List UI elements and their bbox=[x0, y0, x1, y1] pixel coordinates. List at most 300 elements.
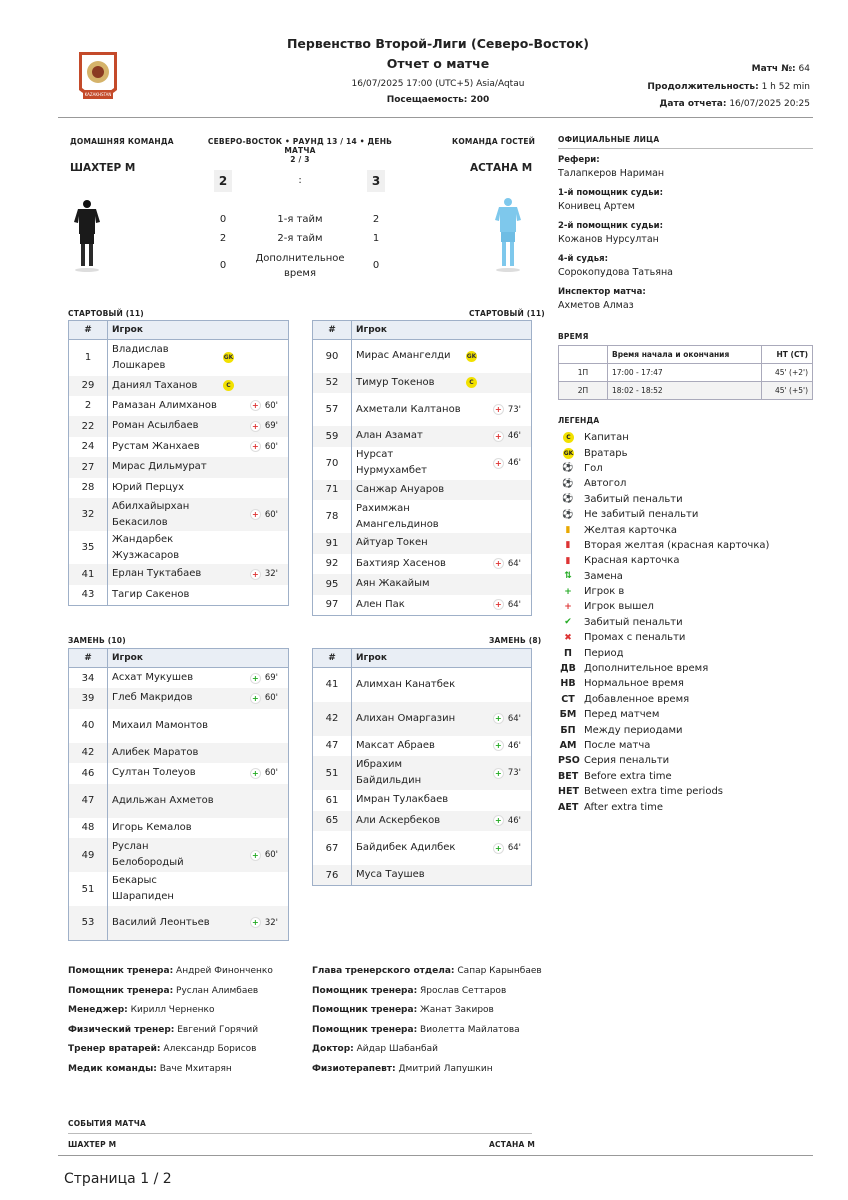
legend-item bbox=[558, 445, 813, 460]
player-number: 22 bbox=[69, 416, 108, 437]
player-name: Имран Тулакбаев bbox=[356, 794, 449, 806]
officials-divider bbox=[558, 148, 813, 149]
sub-in-event bbox=[493, 840, 521, 856]
away-subs-table bbox=[312, 648, 532, 886]
player-row bbox=[313, 756, 532, 790]
official-role: Инспектор матча: bbox=[558, 287, 646, 297]
legend-label: Вторая желтая (красная карточка) bbox=[584, 539, 770, 551]
player-row bbox=[69, 376, 289, 396]
events-divider bbox=[68, 1133, 532, 1134]
player-name: Рамазан Алимханов bbox=[112, 399, 217, 411]
player-in-icon: + bbox=[493, 740, 504, 751]
player-row bbox=[69, 498, 289, 531]
legend-icon: ▮ bbox=[565, 555, 571, 566]
player-number: 39 bbox=[69, 688, 108, 709]
legend-item bbox=[558, 492, 813, 507]
player-number: 29 bbox=[69, 376, 108, 396]
player-row bbox=[69, 340, 289, 376]
report-subtitle: Отчет о матче bbox=[386, 56, 490, 71]
event-minute: 46' bbox=[507, 431, 521, 442]
player-out-icon: + bbox=[250, 509, 261, 520]
player-number: 90 bbox=[313, 340, 352, 373]
player-out-icon: + bbox=[250, 441, 261, 452]
player-row bbox=[313, 790, 532, 811]
col-player-header: Игрок bbox=[108, 321, 289, 340]
player-cell bbox=[356, 711, 527, 727]
sub-in-event bbox=[250, 847, 278, 863]
away-subs-label: ЗАМЕНЬ (8) bbox=[489, 636, 542, 645]
staff-item bbox=[68, 1025, 273, 1045]
player-row bbox=[313, 500, 532, 533]
event-minute: 32' bbox=[264, 917, 278, 928]
legend-item bbox=[558, 753, 813, 768]
player-number: 43 bbox=[69, 585, 108, 606]
legend-icon: BET bbox=[558, 770, 579, 782]
player-name: Ибрахим Байдильдин bbox=[356, 759, 422, 786]
player-number: 1 bbox=[69, 340, 108, 376]
player-number: 28 bbox=[69, 478, 108, 499]
p2-label: 2-я тайм bbox=[277, 233, 323, 244]
legend-label: Капитан bbox=[584, 432, 629, 444]
player-name: Рахимжан Амангельдинов bbox=[356, 502, 439, 530]
event-minute: 60' bbox=[264, 509, 278, 520]
event-minute: 73' bbox=[507, 404, 521, 415]
player-row bbox=[313, 574, 532, 595]
legend-icon: ДВ bbox=[560, 663, 576, 675]
player-name: Максат Абраев bbox=[356, 739, 435, 751]
player-cell bbox=[356, 677, 527, 693]
legend-icon: БП bbox=[560, 724, 576, 736]
player-row bbox=[69, 818, 289, 839]
official-role: 2-й помощник судьи: bbox=[558, 221, 663, 231]
event-minute: 60' bbox=[264, 400, 278, 411]
player-row bbox=[313, 831, 532, 865]
player-name: Ахметали Калтанов bbox=[356, 403, 461, 415]
player-cell bbox=[112, 670, 284, 686]
player-name: Роман Асылбаев bbox=[112, 420, 199, 432]
player-number: 42 bbox=[69, 743, 108, 764]
player-name: Михаил Мамонтов bbox=[112, 719, 209, 731]
events-away-team: АСТАНА М bbox=[489, 1140, 535, 1149]
event-minute: 69' bbox=[264, 421, 278, 432]
p2-home: 2 bbox=[219, 233, 227, 244]
player-cell bbox=[112, 499, 284, 531]
player-row bbox=[313, 373, 532, 394]
legend-item bbox=[558, 584, 813, 599]
player-row bbox=[313, 595, 532, 616]
legend-item bbox=[558, 522, 813, 537]
et-label: Дополнительное время bbox=[255, 253, 345, 279]
event-minute: 73' bbox=[507, 768, 521, 778]
player-row bbox=[69, 531, 289, 564]
legend-icon: ✖ bbox=[564, 632, 572, 643]
sub-in-event bbox=[250, 915, 278, 931]
legend-item bbox=[558, 430, 813, 445]
player-row bbox=[69, 457, 289, 478]
player-cell bbox=[112, 418, 284, 434]
player-name: Даниял Таханов bbox=[112, 379, 198, 391]
legend-label: Вратарь bbox=[584, 447, 628, 459]
legend-label: Добавленное время bbox=[584, 693, 690, 705]
captain-icon: C bbox=[223, 380, 234, 391]
player-out-icon: + bbox=[493, 458, 504, 469]
player-name: Владислав Лошкарев bbox=[112, 343, 169, 371]
logo-text: KAZAKHSTAN bbox=[84, 92, 112, 97]
player-number: 41 bbox=[313, 668, 352, 702]
event-minute: 46' bbox=[507, 458, 521, 468]
event-minute: 46' bbox=[507, 740, 521, 751]
staff-role: Менеджер: bbox=[68, 1005, 128, 1016]
player-cell bbox=[112, 718, 284, 734]
player-name: Алимхан Канатбек bbox=[356, 678, 456, 690]
staff-role: Помощник тренера: bbox=[68, 985, 174, 996]
sub-in-event bbox=[493, 765, 521, 781]
legend-label: Автогол bbox=[584, 478, 627, 490]
player-cell bbox=[112, 915, 284, 931]
staff-role: Помощник тренера: bbox=[312, 1005, 418, 1016]
legend-label: Игрок вышел bbox=[584, 601, 654, 613]
official-item bbox=[558, 221, 813, 245]
official-role: 1-й помощник судьи: bbox=[558, 188, 663, 198]
staff-name: Александр Борисов bbox=[163, 1044, 257, 1055]
player-cell bbox=[112, 566, 284, 582]
officials-list bbox=[558, 155, 813, 320]
away-kit-icon bbox=[493, 196, 523, 266]
legend-label: Нормальное время bbox=[584, 678, 684, 690]
staff-name: Руслан Алимбаев bbox=[176, 985, 259, 996]
home-team-name: ШАХТЕР М bbox=[70, 162, 136, 174]
legend-icon: П bbox=[564, 647, 572, 659]
player-number: 91 bbox=[313, 533, 352, 554]
col-number-header: # bbox=[69, 649, 108, 668]
staff-item bbox=[312, 1005, 542, 1025]
p1-home: 0 bbox=[219, 214, 227, 225]
staff-name: Ярослав Сеттаров bbox=[420, 985, 507, 996]
et-home: 0 bbox=[219, 260, 227, 271]
home-score: 2 bbox=[214, 170, 232, 192]
page-number: Страница 1 / 2 bbox=[64, 1171, 172, 1187]
event-minute: 64' bbox=[507, 599, 521, 610]
player-in-icon: + bbox=[250, 917, 261, 928]
player-cell bbox=[356, 348, 527, 364]
match-number: Матч №: 64 bbox=[751, 64, 810, 74]
player-row bbox=[313, 447, 532, 480]
player-row bbox=[313, 865, 532, 886]
legend-icon: НВ bbox=[560, 678, 576, 690]
event-minute: 32' bbox=[264, 569, 278, 580]
player-name: Тимур Токенов bbox=[356, 376, 435, 388]
sub-in-event bbox=[250, 670, 278, 686]
legend-item bbox=[558, 507, 813, 522]
player-cell bbox=[112, 378, 284, 394]
staff-name: Евгений Горячий bbox=[177, 1024, 259, 1035]
legend-label: Перед матчем bbox=[584, 709, 660, 721]
legend-label: Период bbox=[584, 647, 624, 659]
sub-in-event bbox=[250, 765, 278, 781]
player-row bbox=[313, 426, 532, 447]
away-score: 3 bbox=[367, 170, 385, 192]
legend-icon: АМ bbox=[559, 740, 577, 751]
staff-role: Медик команды: bbox=[68, 1063, 157, 1074]
player-name: Нурсат Нурмухамбет bbox=[356, 449, 427, 476]
event-minute: 60' bbox=[264, 850, 278, 860]
legend-icon: + bbox=[564, 601, 572, 612]
player-row bbox=[69, 585, 289, 606]
player-name: Василий Леонтьев bbox=[112, 916, 210, 928]
player-cell bbox=[356, 402, 527, 418]
attendance: Посещаемость: 200 bbox=[386, 95, 490, 105]
legend-label: Before extra time bbox=[584, 770, 672, 782]
player-number: 97 bbox=[313, 595, 352, 616]
player-name: Алихан Омаргазин bbox=[356, 712, 456, 724]
player-number: 49 bbox=[69, 838, 108, 872]
legend-icon: AET bbox=[558, 801, 579, 813]
staff-item bbox=[312, 1044, 542, 1064]
legend-label: Дополнительное время bbox=[584, 663, 709, 675]
legend-icon: GK bbox=[563, 449, 574, 457]
away-starting-label: СТАРТОВЫЙ (11) bbox=[469, 309, 545, 318]
player-row bbox=[69, 838, 289, 872]
player-row bbox=[69, 416, 289, 437]
league-logo bbox=[75, 50, 121, 106]
legend-icon: PSO bbox=[558, 755, 580, 767]
time-title: ВРЕМЯ bbox=[558, 332, 589, 341]
legend-item bbox=[558, 722, 813, 737]
player-name: Алибек Маратов bbox=[112, 746, 199, 758]
staff-item bbox=[312, 966, 542, 986]
player-cell bbox=[112, 765, 284, 781]
player-number: 70 bbox=[313, 447, 352, 480]
legend-item bbox=[558, 538, 813, 553]
events-home-team: ШАХТЕР М bbox=[68, 1140, 117, 1149]
player-cell bbox=[112, 793, 284, 809]
event-minute: 60' bbox=[264, 693, 278, 704]
player-cell bbox=[356, 813, 527, 829]
legend-icon: ⚽ bbox=[562, 509, 574, 520]
player-name: Мирас Амангелди bbox=[356, 350, 451, 362]
legend-label: Промах с пенальти bbox=[584, 632, 686, 644]
player-cell bbox=[356, 738, 527, 754]
staff-role: Физический тренер: bbox=[68, 1024, 175, 1035]
goalkeeper-icon: GK bbox=[223, 354, 234, 362]
player-row bbox=[313, 340, 532, 373]
player-name: Ерлан Туктабаев bbox=[112, 568, 202, 580]
legend-item bbox=[558, 645, 813, 660]
legend-icon: C bbox=[563, 432, 574, 443]
player-cell bbox=[356, 576, 527, 592]
header-divider bbox=[58, 117, 813, 118]
round-info: СЕВЕРО-ВОСТОК • РАУНД 13 / 14 • ДЕНЬ МАТЧА 2 / 3 bbox=[207, 137, 393, 164]
player-in-icon: + bbox=[493, 843, 504, 854]
player-number: 48 bbox=[69, 818, 108, 839]
player-cell bbox=[112, 690, 284, 706]
staff-name: Ваче Мхитарян bbox=[159, 1063, 232, 1074]
player-number: 47 bbox=[69, 784, 108, 818]
col-number-header: # bbox=[313, 649, 352, 668]
report-title: Первенство Второй-Лиги (Северо-Восток) bbox=[286, 36, 590, 51]
legend-item bbox=[558, 692, 813, 707]
player-name: Айтуар Токен bbox=[356, 537, 428, 549]
player-row bbox=[69, 743, 289, 764]
report-date: Дата отчета: 16/07/2025 20:25 bbox=[659, 99, 810, 109]
sub-out-event bbox=[250, 418, 278, 434]
event-minute: 60' bbox=[264, 441, 278, 452]
player-number: 32 bbox=[69, 498, 108, 531]
sub-out-event bbox=[493, 597, 521, 613]
legend-item bbox=[558, 599, 813, 614]
match-duration: Продолжительность: 1 h 52 min bbox=[647, 82, 810, 92]
legend-icon: БМ bbox=[559, 709, 577, 721]
player-row bbox=[69, 478, 289, 499]
player-in-icon: + bbox=[250, 673, 261, 684]
player-number: 27 bbox=[69, 457, 108, 478]
player-name: Адильжан Ахметов bbox=[112, 794, 214, 806]
player-number: 35 bbox=[69, 531, 108, 564]
legend-icon: ⇅ bbox=[564, 571, 572, 582]
legend-item bbox=[558, 784, 813, 799]
legend-label: Не забитый пенальти bbox=[584, 509, 699, 521]
sub-out-event bbox=[493, 402, 521, 418]
official-role: 4-й судья: bbox=[558, 254, 609, 264]
event-minute: 60' bbox=[264, 768, 278, 779]
player-number: 47 bbox=[313, 736, 352, 757]
away-team-name: АСТАНА М bbox=[470, 162, 533, 174]
player-name: Тагир Сакенов bbox=[112, 588, 190, 600]
player-name: Рустам Жанхаев bbox=[112, 440, 200, 452]
player-name: Ален Пак bbox=[356, 598, 405, 610]
staff-item bbox=[68, 1064, 273, 1084]
legend-icon: ⚽ bbox=[562, 478, 574, 489]
player-number: 2 bbox=[69, 396, 108, 417]
sub-in-event bbox=[493, 813, 521, 829]
player-name: Юрий Перцух bbox=[112, 481, 184, 493]
player-row bbox=[313, 533, 532, 554]
sub-in-event bbox=[250, 690, 278, 706]
col-player-header: Игрок bbox=[108, 649, 289, 668]
player-in-icon: + bbox=[250, 768, 261, 779]
legend-label: Игрок в bbox=[584, 586, 625, 598]
staff-name: Айдар Шабанбай bbox=[356, 1044, 438, 1055]
player-row bbox=[69, 763, 289, 784]
home-starting-label: СТАРТОВЫЙ (11) bbox=[68, 309, 144, 318]
official-item bbox=[558, 155, 813, 179]
official-name: Талапкеров Нариман bbox=[558, 168, 665, 179]
staff-left bbox=[68, 966, 273, 1084]
player-number: 53 bbox=[69, 906, 108, 940]
player-name: Аян Жакайым bbox=[356, 578, 430, 590]
legend-item bbox=[558, 553, 813, 568]
legend-item bbox=[558, 707, 813, 722]
time-table: Время начала и окончания HT (CT) 1П 17:00 - 17:47 45' (+2') 2П 18:02 - 18:52 45' (+5') bbox=[558, 345, 813, 400]
legend-title: ЛЕГЕНДА bbox=[558, 416, 600, 425]
player-name: Муса Таушев bbox=[356, 869, 425, 880]
player-row bbox=[69, 784, 289, 818]
events-title: СОБЫТИЯ МАТЧА bbox=[68, 1119, 146, 1128]
legend-icon: HET bbox=[558, 786, 579, 798]
player-out-icon: + bbox=[493, 431, 504, 442]
staff-name: Жанат Закиров bbox=[420, 1005, 494, 1016]
player-cell bbox=[356, 447, 527, 479]
player-name: Султан Толеуов bbox=[112, 767, 196, 779]
legend-item bbox=[558, 676, 813, 691]
player-cell bbox=[112, 873, 284, 905]
player-cell bbox=[112, 820, 284, 836]
player-cell bbox=[112, 839, 284, 871]
col-number-header: # bbox=[313, 321, 352, 340]
staff-item bbox=[68, 966, 273, 986]
staff-role: Доктор: bbox=[312, 1044, 354, 1055]
player-cell bbox=[112, 745, 284, 761]
player-number: 59 bbox=[313, 426, 352, 447]
player-cell bbox=[112, 480, 284, 496]
legend-label: Замена bbox=[584, 570, 623, 582]
staff-item bbox=[68, 986, 273, 1006]
player-name: Глеб Макридов bbox=[112, 692, 193, 704]
player-row bbox=[69, 564, 289, 585]
player-number: 41 bbox=[69, 564, 108, 585]
player-cell bbox=[112, 398, 284, 414]
player-number: 46 bbox=[69, 763, 108, 784]
sub-in-event bbox=[493, 711, 521, 727]
legend-icon: + bbox=[564, 586, 572, 597]
player-in-icon: + bbox=[493, 713, 504, 724]
legend-icon: ⚽ bbox=[562, 494, 574, 505]
legend-label: Между периодами bbox=[584, 724, 683, 736]
player-number: 76 bbox=[313, 865, 352, 886]
player-number: 78 bbox=[313, 500, 352, 533]
player-name: Абилхайырхан Бекасилов bbox=[112, 500, 190, 528]
player-out-icon: + bbox=[493, 558, 504, 569]
player-cell bbox=[356, 428, 527, 444]
legend-item bbox=[558, 738, 813, 753]
official-name: Конивец Артем bbox=[558, 201, 635, 212]
legend-label: Between extra time periods bbox=[584, 786, 724, 798]
player-out-icon: + bbox=[250, 421, 261, 432]
legend-label: Желтая карточка bbox=[584, 524, 677, 536]
officials-title: ОФИЦИАЛЬНЫЕ ЛИЦА bbox=[558, 135, 660, 144]
staff-name: Виолетта Майлатова bbox=[420, 1024, 520, 1035]
official-item bbox=[558, 287, 813, 311]
away-caption: КОМАНДА ГОСТЕЙ bbox=[452, 137, 536, 146]
col-player-header: Игрок bbox=[352, 321, 532, 340]
official-name: Ахметов Алмаз bbox=[558, 300, 634, 311]
player-number: 24 bbox=[69, 437, 108, 458]
event-minute: 69' bbox=[264, 673, 278, 683]
player-cell bbox=[112, 532, 284, 564]
player-number: 95 bbox=[313, 574, 352, 595]
legend-item bbox=[558, 630, 813, 645]
staff-role: Физиотерапевт: bbox=[312, 1063, 396, 1074]
legend-icon: ✔ bbox=[564, 617, 572, 628]
player-out-icon: + bbox=[493, 599, 504, 610]
score-separator: : bbox=[298, 175, 302, 186]
player-row bbox=[313, 811, 532, 832]
player-name: Игорь Кемалов bbox=[112, 821, 192, 833]
staff-item bbox=[312, 1064, 542, 1084]
staff-item bbox=[312, 986, 542, 1006]
player-cell bbox=[356, 556, 527, 572]
staff-item bbox=[312, 1025, 542, 1045]
player-name: Али Аскербеков bbox=[356, 814, 441, 826]
player-row bbox=[313, 702, 532, 736]
legend-label: After extra time bbox=[584, 801, 664, 813]
player-out-icon: + bbox=[250, 400, 261, 411]
player-out-icon: + bbox=[250, 569, 261, 580]
sub-out-event bbox=[493, 556, 521, 572]
away-starting-table bbox=[312, 320, 532, 616]
event-minute: 46' bbox=[507, 815, 521, 826]
staff-name: Дмитрий Лапушкин bbox=[398, 1063, 493, 1074]
